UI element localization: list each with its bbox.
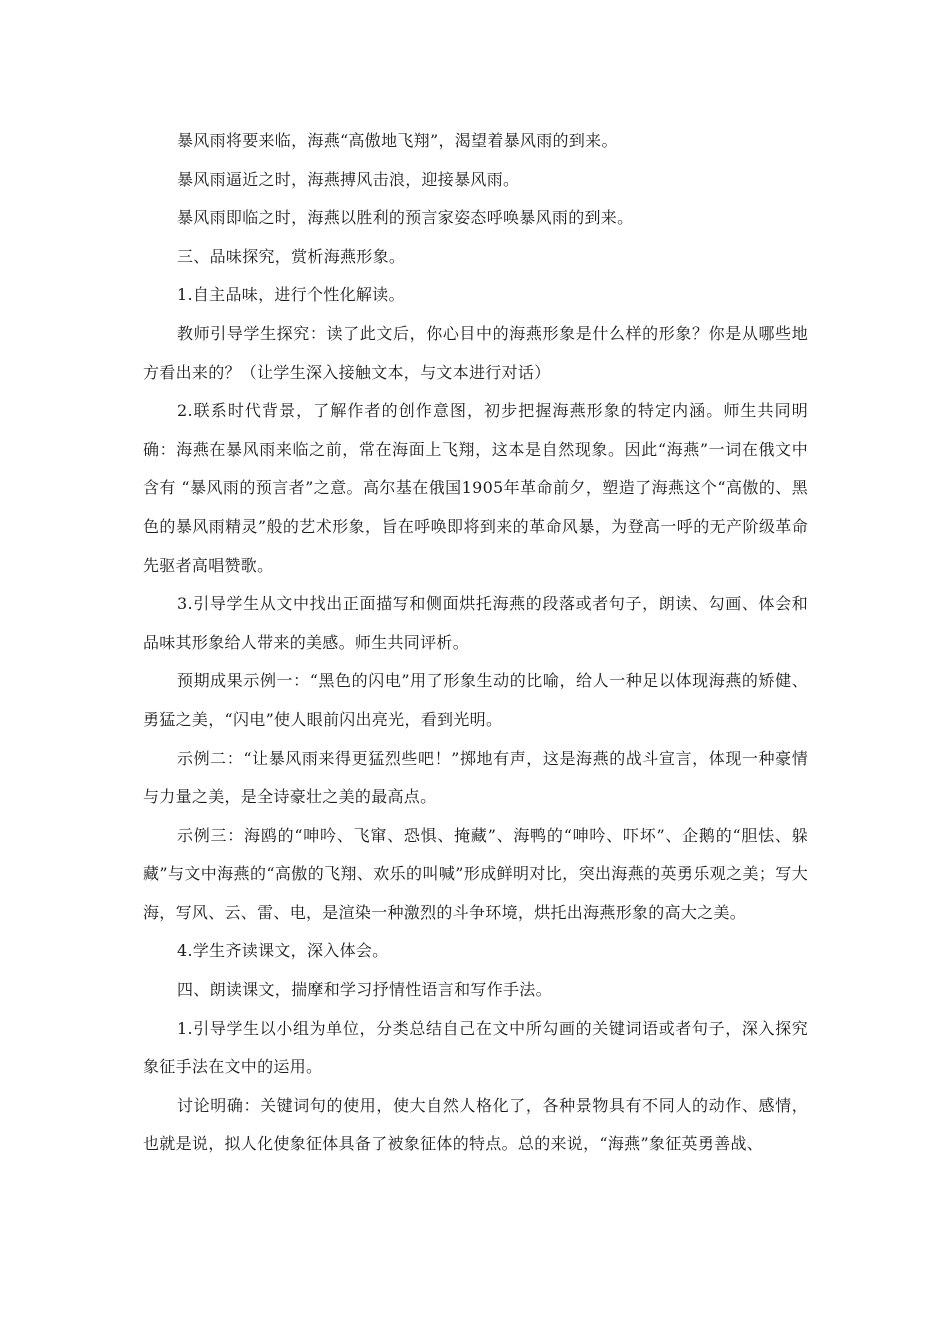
paragraph-section-4-step-1: 1.引导学生以小组为单位，分类总结自己在文中所勾画的关键词语或者句子，深入探究象征手法在文中的运用。 [143,1018,808,1077]
section-heading-3: 三、品味探究，赏析海燕形象。 [177,246,406,266]
paragraph-discussion: 讨论明确：关键词句的使用，使大自然人格化了，各种景物具有不同人的动作、感情，也就是说，拟人化使象征体具备了被象征体的特点。总的来说，“海燕”象征英勇善战、 [143,1095,808,1154]
paragraph-storm-approaching: 暴风雨将要来临，海燕“高傲地飞翔”，渴望着暴风雨的到来。 [177,131,618,150]
paragraph-example-2: 示例二：“让暴风雨来得更猛烈些吧！”掷地有声，这是海燕的战斗宣言，体现一种豪情与力量之美，是全诗豪壮之美的最高点。 [143,748,808,807]
paragraph-example-1: 预期成果示例一：“黑色的闪电”用了形象生动的比喻，给人一种足以体现海燕的矫健、勇猛之美，“闪电”使人眼前闪出亮光，看到光明。 [143,671,808,729]
step-1-heading: 1.自主品味，进行个性化解读。 [177,285,405,305]
paragraph-example-3: 示例三：海鸥的“呻吟、飞窜、恐惧、掩藏”、海鸭的“呻吟、吓坏”、企鹅的“胆怯、躲藏”与文中海燕的“高傲的飞翔、欢乐的叫喊”形成鲜明对比，突出海燕的英勇乐观之美；写大海，写风、云、雷、电，是渲染一种激烈的斗争环境，烘托出海燕形象的高大之美。 [143,825,808,922]
paragraph-storm-imminent: 暴风雨即临之时，海燕以胜利的预言家姿态呼唤暴风雨的到来。 [177,208,634,228]
paragraph-step-2: 2.联系时代背景，了解作者的创作意图，初步把握海燕形象的特定内涵。师生共同明确：海燕在暴风雨来临之前，常在海面上飞翔，这本是自然现象。因此“海燕”一词在俄文中含有 “暴风雨的预言者”之意。高尔基在俄国1905年革命前夕，塑造了海燕这个“高傲的、黑色的暴风雨精灵”般的艺术形象，旨在呼唤即将到来的革命风暴，为登高一呼的无产阶级革命先驱者高唱赞歌。 [143,401,808,575]
paragraph-teacher-guide: 教师引导学生探究：读了此文后，你心目中的海燕形象是什么样的形象？你是从哪些地方看出来的？（让学生深入接触文本，与文本进行对话） [143,323,808,382]
document-body [143,122,808,1164]
paragraph-storm-nearing: 暴风雨逼近之时，海燕搏风击浪，迎接暴风雨。 [177,169,520,189]
section-heading-4: 四、朗读课文，揣摩和学习抒情性语言和写作手法。 [177,980,552,1000]
step-4-heading: 4.学生齐读课文，深入体会。 [177,941,389,961]
paragraph-step-3: 3.引导学生从文中找出正面描写和侧面烘托海燕的段落或者句子，朗读、勾画、体会和品味其形象给人带来的美感。师生共同评析。 [143,594,808,652]
